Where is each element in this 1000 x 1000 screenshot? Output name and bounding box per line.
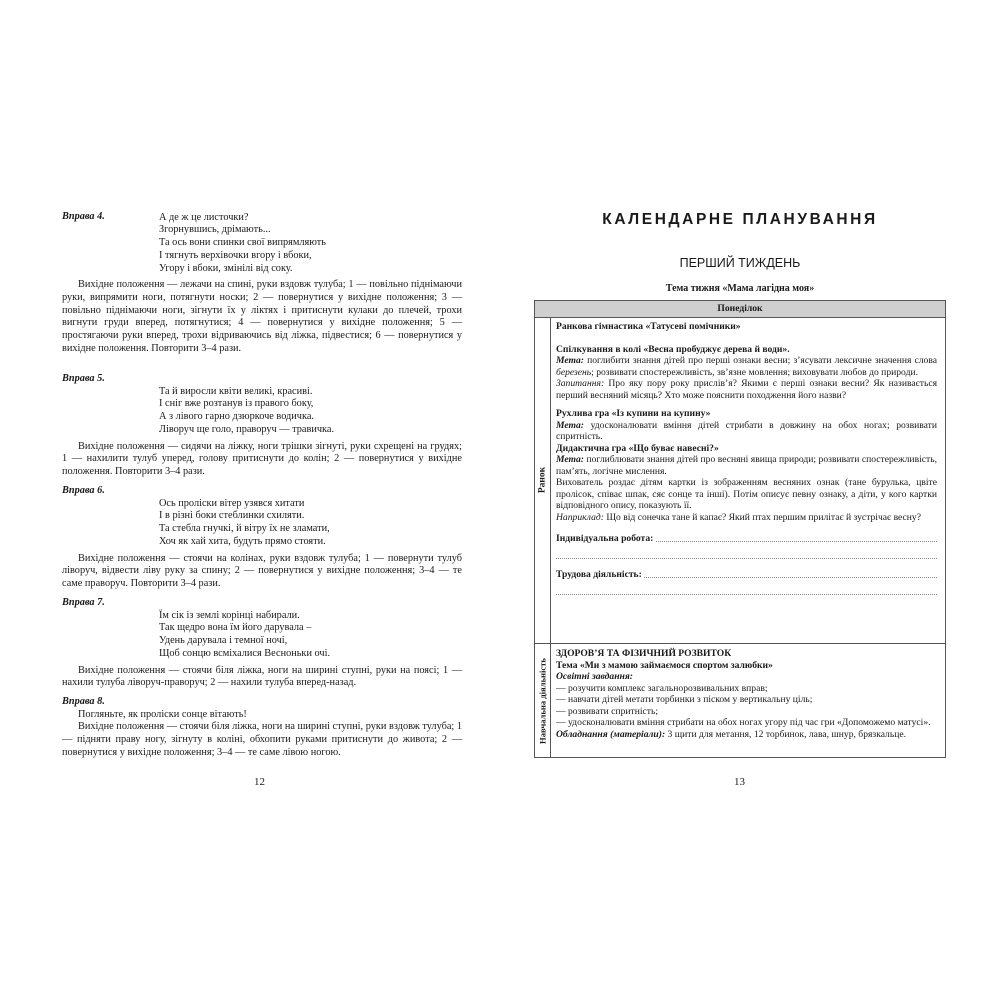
- exercise-6: [62, 485, 462, 591]
- poem-line: Так щедро вона їм його дарувала –: [159, 622, 312, 634]
- exercise-8: [62, 696, 462, 760]
- task-item: — розвивати спритність;: [556, 705, 658, 717]
- poem-line: Та й виросли квіти великі, красиві.: [159, 385, 313, 397]
- poem-line: Угору і вбоки, змінілі від соку.: [159, 262, 293, 274]
- exercise-description: Вихідне положення — стоячи на колінах, руки вздовж тулуба; 1 — повернути тулуб ліворуч, відвести ліву руку за спину; 2 — повернутися у вихідне положення; 3–4 — те саме праворуч. Повторити 3–4 рази.: [62, 552, 462, 589]
- poem-line: Хоч як хай хита, будуть прямо стояти.: [159, 535, 326, 547]
- exercise-4: [62, 211, 462, 355]
- poem: [159, 498, 462, 549]
- poem-line: Ліворуч ще голо, праворуч — травичка.: [159, 423, 335, 435]
- talk-title: Спілкування в колі «Весна пробуджує дерева й води».: [556, 343, 790, 355]
- exercise-5: [62, 373, 462, 479]
- page-number-left: 12: [254, 776, 265, 788]
- exercise-description: Вихідне положення — стоячи біля ліжка, ноги на ширині ступні, руки на поясі; 1 — нахили тулуба ліворуч-праворуч; 2 — нахили тулуба вперед-назад.: [62, 664, 462, 689]
- exercise-7: [62, 597, 462, 690]
- exercise-title: Вправа 5.: [62, 373, 105, 384]
- example-label: Наприклад:: [556, 511, 604, 523]
- poem-line: Ось пролiски вітер узявся хитати: [159, 497, 305, 509]
- activity-content: [556, 648, 937, 740]
- gymnastics-title: Ранкова гімнастика «Татусеві помічники»: [556, 321, 741, 332]
- day-header: Понеділок: [535, 301, 945, 318]
- goal-label: Мета:: [556, 454, 584, 465]
- task-item: — навчати дітей метати торбинки з піском у вертикальну ціль;: [556, 694, 813, 705]
- health-title: ЗДОРОВ’Я ТА ФІЗИЧНИЙ РОЗВИТОК: [556, 648, 732, 659]
- page-number-right: 13: [734, 776, 745, 788]
- individual-work-line: [556, 530, 937, 544]
- goal-label: Мета:: [556, 355, 584, 366]
- poem-line: Щоб сонцю всміхалися Весноньки очі.: [159, 647, 331, 659]
- equipment-label: Обладнання (матеріали):: [556, 728, 666, 740]
- exercise-title: Вправа 7.: [62, 597, 105, 608]
- exercise-title: Вправа 6.: [62, 485, 105, 496]
- individual-work-label: Індивідуальна робота:: [556, 532, 654, 544]
- exercise-intro: Погляньте, як пролiски сонце вітають!: [78, 708, 247, 720]
- poem-line: Їм сік із землі корінці набирали.: [159, 609, 300, 621]
- poem-line: І сніг вже розтанув із правого боку,: [159, 398, 314, 410]
- example-text: Що від сонечка тане й капає? Який птах першим прилітає й зустрічає весну?: [603, 511, 921, 523]
- goal-text: поглиблювати знання дітей про весняні явища природи; розвивати спостережливість, пам’ять, логічне мислення.: [556, 454, 937, 477]
- row-label: [535, 317, 551, 643]
- move-game-goal: [556, 420, 937, 443]
- plan-table: [534, 300, 946, 758]
- exercise-title: Вправа 4.: [62, 211, 105, 222]
- calendar-title: КАЛЕНДАРНЕ ПЛАНУВАННЯ: [602, 211, 878, 228]
- exercise-title: Вправа 8.: [62, 696, 105, 707]
- labor-label: Трудова діяльність:: [556, 568, 642, 580]
- poem-line: Та ось вони спинки свої випрямляють: [159, 237, 327, 249]
- didactic-game-example: [556, 512, 937, 524]
- questions-text: Про яку пору року прислів’я? Якими є перші ознаки весни? Як називається перший весняний місяць? Хто може пояснити походження його назви?: [556, 378, 937, 401]
- task-item: — удосконалювати вміння стрибати на обох ногах угору під час гри «Допоможемо матусі».: [556, 717, 931, 728]
- task-item: — розучити комплекс загальнорозвивальних вправ;: [556, 682, 768, 694]
- equipment-text: 3 щити для метання, 12 торбинок, лава, шнур, брязкальце.: [665, 728, 907, 740]
- row-label-text: Ранок: [536, 466, 547, 494]
- poem-line: А з лівого гарно дзюркоче водичка.: [159, 411, 314, 423]
- week-title: ПЕРШИЙ ТИЖДЕНЬ: [679, 256, 801, 270]
- exercise-description: Вихідне положення — стоячи біля ліжка, ноги на ширині ступні, руки вздовж тулуба; 1 — підняти праву ногу, зігнуту в коліні, обхопити руками притиснути до живота; 2 — повернутися у вихідне положення; 3–4 — те саме лівою ногою.: [62, 721, 462, 758]
- row-label: [535, 644, 551, 757]
- goal-text: ; розвивати спостережливість, зв’язне мовлення; виховувати любов до природи.: [591, 366, 918, 378]
- poem-line: Удень дарувала і темної ночі,: [159, 635, 288, 647]
- poem: [159, 386, 462, 437]
- talk-questions: [556, 378, 937, 401]
- equipment: [556, 729, 937, 741]
- questions-label: Запитання:: [556, 378, 605, 389]
- poem: [159, 212, 462, 276]
- poem-line: Та стебла гнучкі, й вітру їх не зламати,: [159, 523, 330, 535]
- move-game-title: Рухлива гра «Із купини на купину»: [556, 408, 711, 419]
- labor-line: [556, 566, 937, 580]
- poem: [159, 610, 462, 661]
- poem-line: Згорнувшись, дрімають...: [159, 224, 271, 236]
- activity-row: [535, 644, 945, 757]
- dotted-line: [556, 580, 937, 595]
- talk-goal: [556, 355, 937, 378]
- row-label-text: Навчальна діяльність: [536, 657, 547, 744]
- right-page: [500, 0, 1000, 1000]
- dotted-line: [556, 544, 937, 559]
- morning-row: [535, 317, 945, 644]
- exercise-description: Вихідне положення — лежачи на спині, руки вздовж тулуба; 1 — повільно піднімаючи руки, випрямити ноги, потягнути носки; 2 — повернутися у вихідне положення; 3 — повільно піднімаючи ноги, зігнути їх у ліктях і притиснути кулаки до плечей, трохи вигнути груди вперед, потягнутися; 4 — повернутися у вихідне положення; 5 — простягаючи руки вперед, трохи відриваючись від ліжка, підвестися; 6 — повернутися у вихідне положення. Повторити 3–4 рази.: [62, 279, 462, 354]
- poem-line: І тягнуть верхівочки вгору і вбоки,: [159, 249, 312, 261]
- poem-line: А де ж це листочки?: [159, 211, 249, 223]
- goal-text: поглибити знання дітей про перші ознаки весни; з’ясувати лексичне значення слова: [583, 355, 937, 366]
- goal-word: березень: [556, 366, 592, 378]
- morning-content: [556, 321, 937, 595]
- week-theme: Тема тижня «Мама лагідна моя»: [665, 283, 815, 294]
- goal-text: удосконалювати вміння дітей стрибати в довжину на обох ногах; розвивати спритність.: [556, 419, 937, 442]
- didactic-game-goal: [556, 454, 937, 477]
- poem-line: І в різні боки стеблинки схиляти.: [159, 510, 305, 522]
- exercise-description: Вихідне положення — сидячи на ліжку, ноги трішки зігнуті, руки схрещені на грудях; 1 — нахилити тулуб уперед, голову притиснути до колін; 2 — повернутися у вихідне положення. Повторити 3–4 рази.: [62, 440, 462, 477]
- health-theme: Тема «Ми з мамою займаємося спортом залюбки»: [556, 659, 773, 671]
- didactic-game-title: Дидактична гра «Що буває навесні?»: [556, 442, 719, 454]
- goal-label: Мета:: [556, 419, 584, 431]
- didactic-game-text: Вихователь роздає дітям картки із зображенням весняних ознак (тане бурулька, цвіте пролісок, співає шпак, сяє сонце та інші). Потім описує певну ознаку, а діти, у кого картки відповідного опису, показують її.: [556, 477, 937, 511]
- tasks-label: Освітні завдання:: [556, 671, 633, 682]
